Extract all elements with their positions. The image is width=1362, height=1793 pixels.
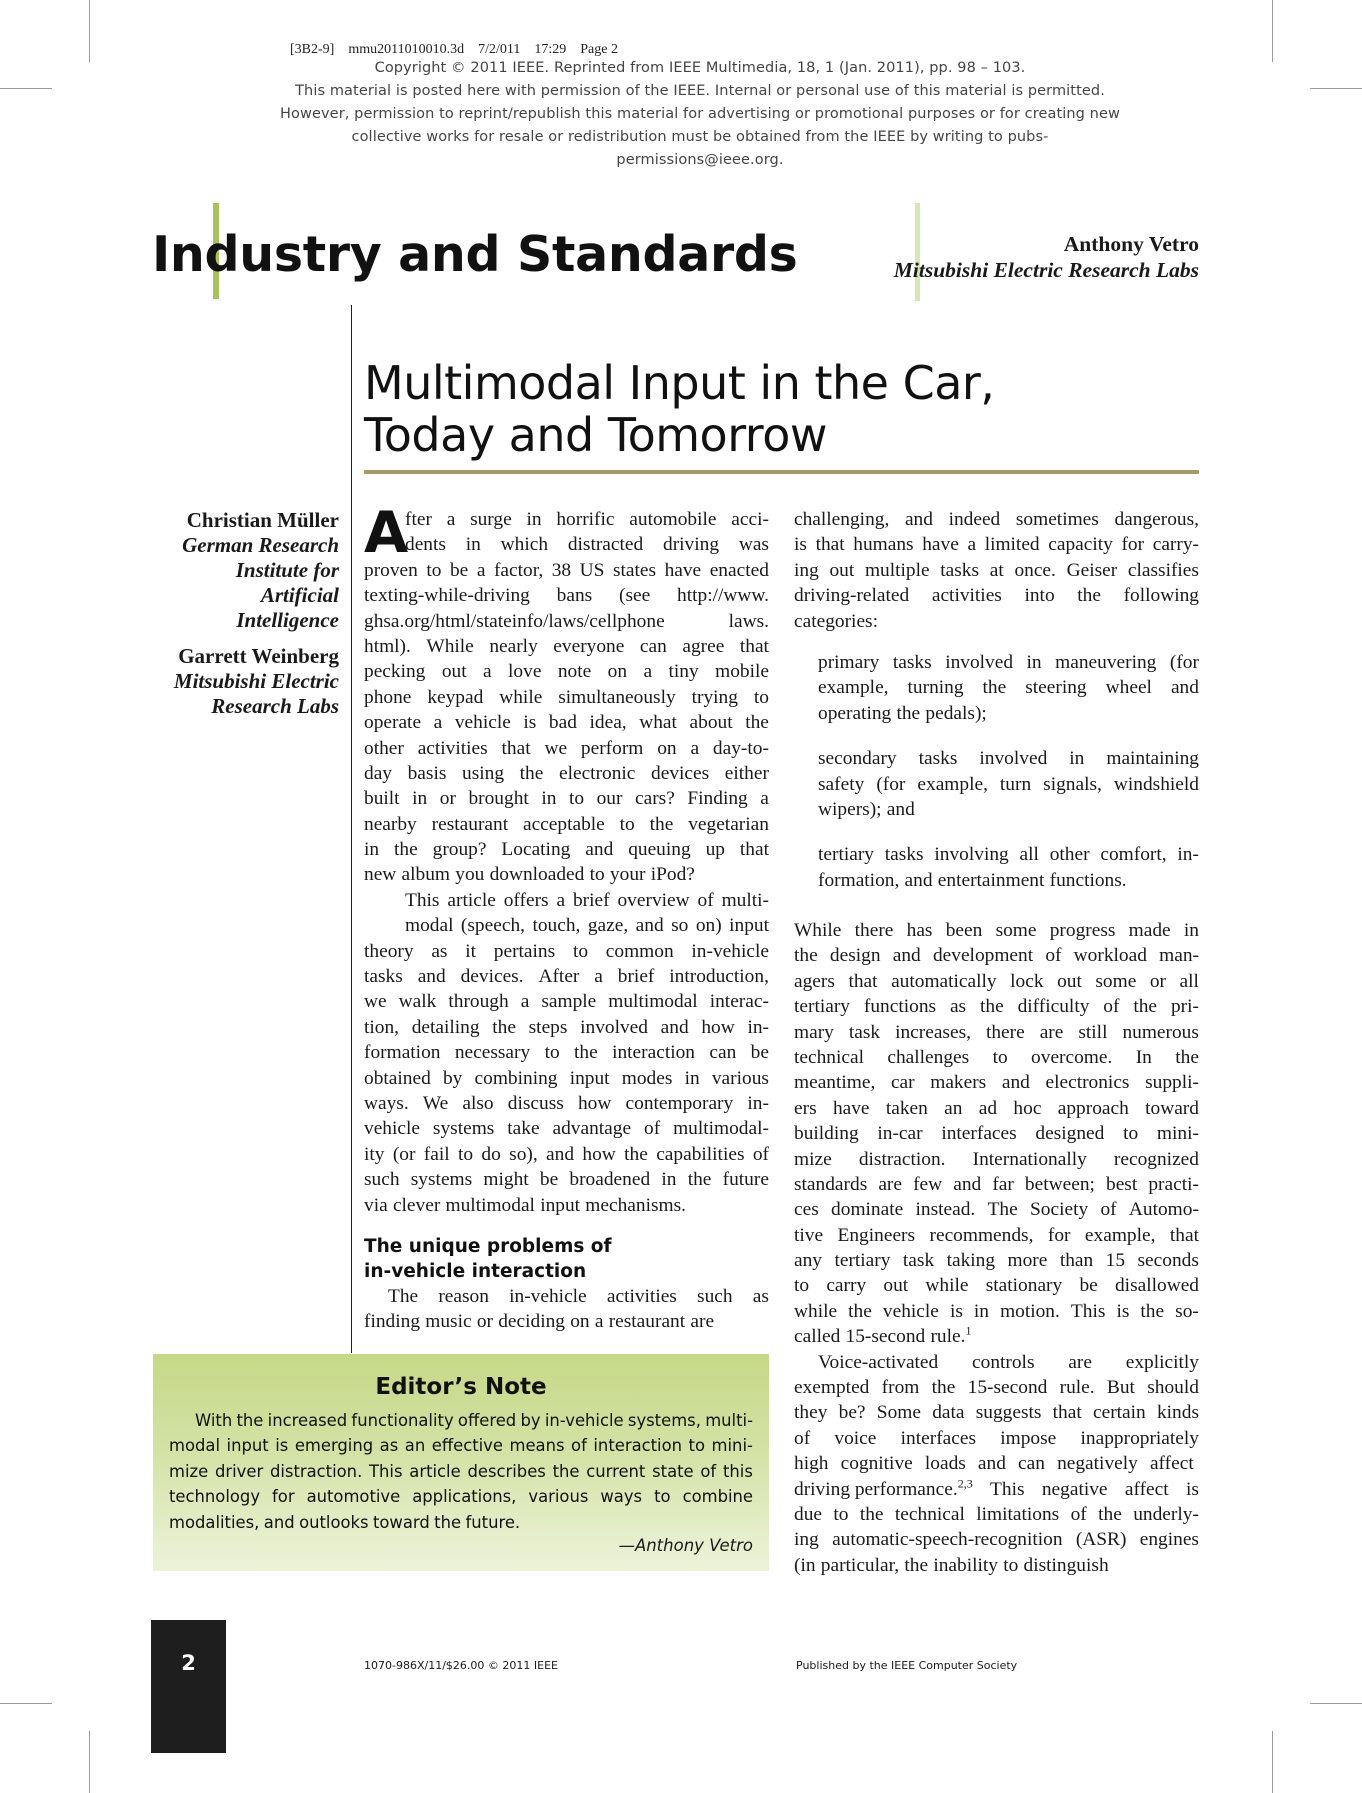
body-column-1 xyxy=(364,500,769,1218)
crop-mark xyxy=(1310,1703,1362,1704)
text-line: pecking out a love note on a tiny mobile xyxy=(364,661,769,683)
text-line: vehicle systems take advantage of multimodal- xyxy=(364,1118,769,1140)
text-line: mize distraction. Internationally recognized xyxy=(794,1148,1199,1170)
text-line: due to the technical limitations of the underly- xyxy=(794,1503,1199,1525)
page-number: 2 xyxy=(181,1651,196,1675)
text-line: driving-related activities into the following xyxy=(794,585,1199,607)
footnote-ref: 1 xyxy=(965,1323,972,1338)
text-line: modal input is emerging as an effective means of interaction to mini- xyxy=(169,1436,753,1456)
footnote-ref: 2,3 xyxy=(957,1476,973,1491)
drop-cap: A xyxy=(364,500,409,566)
crop-mark xyxy=(1272,0,1273,62)
article-title xyxy=(364,357,1224,461)
text-line: we walk through a sample multimodal interac- xyxy=(364,991,769,1013)
text-line: formation necessary to the interaction can be xyxy=(364,1042,769,1064)
author-affiliation: Mitsubishi Electric xyxy=(173,669,339,693)
text-line: ing automatic-speech-recognition (ASR) engines xyxy=(794,1529,1199,1551)
text-line: texting-while-driving bans (see http://www. xyxy=(364,585,769,607)
text-line: day basis using the electronic devices either xyxy=(364,762,769,784)
footer-publisher: Published by the IEEE Computer Society xyxy=(796,1659,1018,1672)
paragraph xyxy=(794,918,1199,1350)
text-line: tertiary functions as the difficulty of the pri- xyxy=(794,996,1199,1018)
text-line: dents in which distracted driving was xyxy=(405,534,769,556)
copyright-line[interactable]: permissions@ieee.org. xyxy=(616,152,784,168)
text-line: such systems might be broadened in the future xyxy=(364,1169,769,1191)
text-line: any tertiary task taking more than 15 seconds xyxy=(794,1250,1199,1272)
text-line: operating the pedals); xyxy=(818,702,987,724)
text-line: nearby restaurant acceptable to the vegetarian xyxy=(364,813,769,835)
text-line: technical challenges to overcome. In the xyxy=(794,1046,1199,1068)
text-line: tive Engineers recommends, for example, that xyxy=(794,1224,1199,1246)
editors-note-text xyxy=(169,1408,753,1535)
text-line: while the vehicle is in motion. This is the so- xyxy=(794,1300,1199,1322)
text-line: This article offers a brief overview of multi- xyxy=(405,889,769,911)
crop-mark xyxy=(0,88,52,89)
file-slug: [3B2-9] mmu2011010010.3d 7/2/011 17:29 Page 2 xyxy=(290,42,618,57)
list-item xyxy=(818,842,1199,893)
text-line: modal (speech, touch, gaze, and so on) input xyxy=(405,915,769,937)
text-line: driving performance.$^{2,3}$ This negative affect is xyxy=(794,1476,1199,1500)
text-line: standards are few and far between; best practi- xyxy=(794,1173,1199,1195)
paragraph xyxy=(364,888,769,1218)
page-number-tab xyxy=(151,1620,226,1753)
body-column-2 xyxy=(794,507,1199,634)
crop-mark xyxy=(1272,1731,1273,1793)
text-line: While there has been some progress made in xyxy=(794,920,1199,941)
text-line: in the group? Locating and queuing up that xyxy=(364,839,769,861)
text-line: new album you downloaded to your iPod? xyxy=(364,864,695,886)
list-item xyxy=(818,650,1199,726)
text-line: primary tasks involved in maneuvering (for xyxy=(818,652,1199,673)
text-line: operate a vehicle is bad idea, what about the xyxy=(364,712,769,734)
text-line: they be? Some data suggests that certain kinds xyxy=(794,1402,1199,1424)
column-divider xyxy=(351,305,352,1353)
editor-accent-bar xyxy=(915,203,920,301)
author-affiliation: Artificial xyxy=(260,583,339,607)
list-item xyxy=(818,746,1199,822)
copyright-line: Copyright © 2011 IEEE. Reprinted from IEEE Multimedia, 18, 1 (Jan. 2011), pp. 98 – 103. xyxy=(374,60,1026,76)
text-line: building in-car interfaces designed to mini- xyxy=(794,1123,1199,1145)
paragraph xyxy=(794,507,1199,634)
text-line: formation, and entertainment functions. xyxy=(818,869,1127,891)
text-line: mary task increases, there are still numerous xyxy=(794,1021,1199,1043)
text-line: is that humans have a limited capacity for carry- xyxy=(794,534,1199,556)
text-line: obtained by combining input modes in various xyxy=(364,1067,769,1089)
text-line: tasks and devices. After a brief introduction, xyxy=(364,966,769,988)
crop-mark xyxy=(89,1731,90,1793)
text-line: phone keypad while simultaneously trying to xyxy=(364,686,769,708)
task-category-list xyxy=(818,650,1199,893)
text-line: finding music or deciding on a restaurant are xyxy=(364,1311,715,1333)
author-block xyxy=(174,644,339,719)
text-line: the design and development of workload man- xyxy=(794,945,1199,967)
department-title: Industry and Standards xyxy=(152,226,798,283)
text-line: meantime, car makers and electronics suppli- xyxy=(794,1072,1199,1094)
copyright-line: This material is posted here with permission of the IEEE. Internal or personal use of this material is permitted. xyxy=(295,83,1105,99)
author-affiliation: German Research xyxy=(182,533,339,557)
text-line: built in or brought in to our cars? Finding a xyxy=(364,788,769,810)
text-line: modalities, and outlooks toward the future. xyxy=(169,1512,521,1532)
author-name: Garrett Weinberg xyxy=(178,644,339,668)
text-line: challenging, and indeed sometimes dangerous, xyxy=(794,509,1199,530)
editors-note-signature: —Anthony Vetro xyxy=(618,1536,753,1555)
section-heading xyxy=(364,1234,612,1284)
text-line: mize driver distraction. This article describes the current state of this xyxy=(169,1461,753,1481)
text-line: tion, detailing the steps involved and how in- xyxy=(364,1016,769,1038)
text-line: (in particular, the inability to distinguish xyxy=(794,1554,1109,1576)
text-line: other activities that we perform on a day-to- xyxy=(364,737,769,759)
text-line: Voice-activated controls are explicitly xyxy=(818,1351,1199,1373)
title-rule xyxy=(364,470,1199,474)
crop-mark xyxy=(89,0,90,62)
text-line: technology for automotive applications, various ways to combine xyxy=(169,1487,753,1507)
editors-note-title: Editor’s Note xyxy=(375,1374,547,1400)
text-line: example, turning the steering wheel and xyxy=(818,677,1199,699)
text-line: called 15-second rule.$^1$ xyxy=(794,1323,972,1348)
text-line: to carry out while stationary be disallowed xyxy=(794,1275,1199,1297)
text-line: via clever multimodal input mechanisms. xyxy=(364,1194,686,1216)
text-line: ghsa.org/html/stateinfo/laws/cellphone laws. xyxy=(364,610,769,632)
section-heading-line: in-vehicle interaction xyxy=(364,1261,587,1282)
section-heading-line: The unique problems of xyxy=(364,1236,612,1257)
text-line: ing out multiple tasks at once. Geiser classifies xyxy=(794,559,1199,581)
text-line: tertiary tasks involving all other comfort, in- xyxy=(818,844,1199,866)
copyright-notice xyxy=(200,57,1200,172)
crop-mark xyxy=(1310,88,1362,89)
text-line: fter a surge in horrific automobile acci- xyxy=(405,509,769,530)
author-affiliation: Intelligence xyxy=(236,608,339,632)
paragraph xyxy=(364,1284,769,1335)
text-line: html). While nearly everyone can agree that xyxy=(364,635,769,657)
copyright-line: collective works for resale or redistribution must be obtained from the IEEE by writing to pubs- xyxy=(351,129,1049,145)
text-line: theory as it pertains to common in-vehicle xyxy=(364,940,769,962)
text-line: agers that automatically lock out some or all xyxy=(794,970,1199,992)
text-line: ers have taken an ad hoc approach toward xyxy=(794,1097,1199,1119)
copyright-line: However, permission to reprint/republish this material for advertising or promotional purposes or for creating new xyxy=(280,106,1120,122)
article-title-line: Today and Tomorrow xyxy=(364,408,827,462)
department-editor-affiliation: Mitsubishi Electric Research Labs xyxy=(893,258,1199,282)
text-line: With the increased functionality offered by in-vehicle systems, multi- xyxy=(195,1411,753,1430)
body-column-2-continued xyxy=(794,918,1199,1578)
department-editor-name: Anthony Vetro xyxy=(1063,232,1199,256)
text-line: exempted from the 15-second rule. But should xyxy=(794,1377,1199,1399)
author-name: Christian Müller xyxy=(186,508,339,532)
footer-issn: 1070-986X/11/$26.00 © 2011 IEEE xyxy=(364,1659,558,1672)
text-line: ces dominate instead. The Society of Automo- xyxy=(794,1199,1199,1221)
text-line: proven to be a factor, 38 US states have enacted xyxy=(364,559,769,581)
text-line: ity (or fail to do so), and how the capabilities of xyxy=(364,1143,769,1165)
author-block xyxy=(182,508,339,633)
text-line: safety (for example, turn signals, windshield xyxy=(818,773,1199,795)
crop-mark xyxy=(0,1703,52,1704)
author-affiliation: Research Labs xyxy=(211,694,339,718)
text-line: of voice interfaces impose inappropriately xyxy=(794,1427,1199,1449)
text-line: The reason in-vehicle activities such as xyxy=(388,1286,769,1307)
article-title-line: Multimodal Input in the Car, xyxy=(364,356,995,410)
text-line: ways. We also discuss how contemporary in- xyxy=(364,1092,769,1114)
paragraph xyxy=(794,1350,1199,1579)
text-line: wipers); and xyxy=(818,798,915,820)
paragraph xyxy=(364,500,769,888)
text-line: secondary tasks involved in maintaining xyxy=(818,748,1199,770)
text-line: categories: xyxy=(794,610,878,632)
text-line: high cognitive loads and can negatively affect xyxy=(794,1453,1194,1475)
author-affiliation: Institute for xyxy=(235,558,339,582)
body-column-1-continued xyxy=(364,1284,769,1335)
